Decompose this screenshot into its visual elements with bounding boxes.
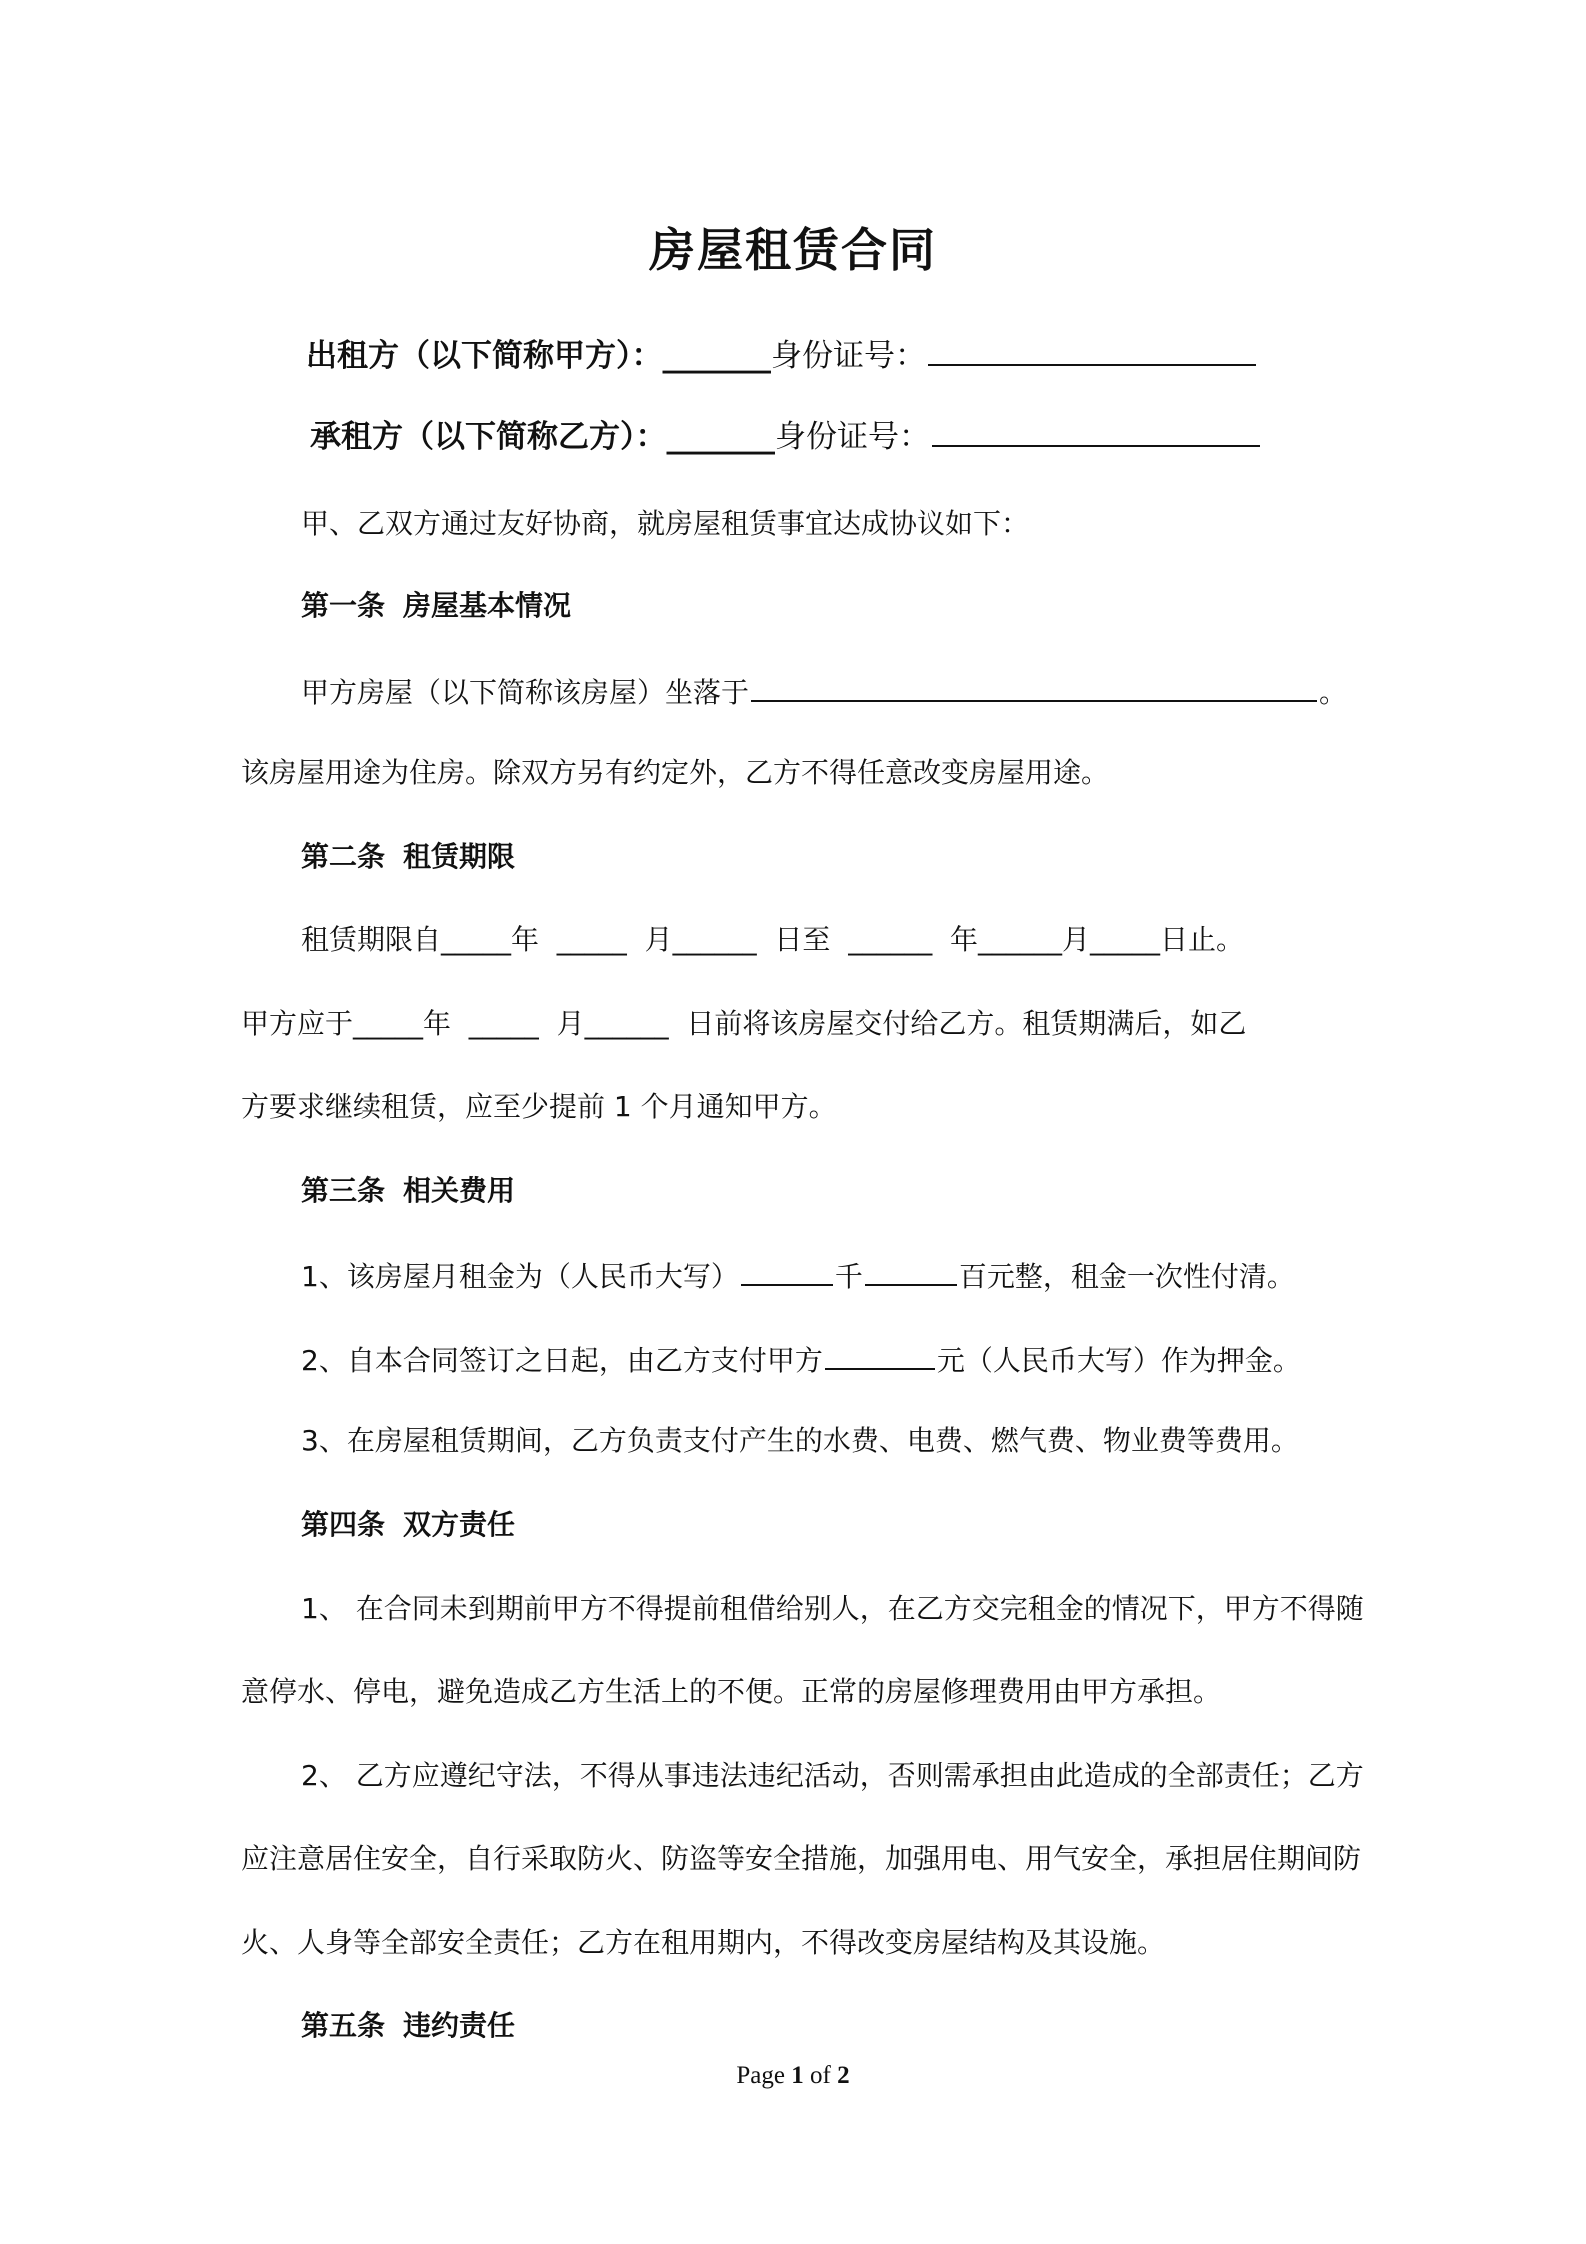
rent-thousands-unit: 千: [834, 1260, 863, 1293]
article-3-item-2: [241, 1338, 1413, 1381]
article-3-number: 第三条: [301, 1174, 386, 1207]
article-2-line-1: 租赁期限自_____年 _____ 月______ 日至 ______ 年______月_____日止。: [301, 923, 1245, 956]
article-5-number: 第五条: [301, 2009, 386, 2042]
deposit-blank: [825, 1338, 935, 1370]
footer-total-pages: 2: [837, 2062, 850, 2089]
footer-page-word: Page: [736, 2062, 786, 2089]
article-1-usage-line: 该房屋用途为住房。除双方另有约定外，乙方不得任意改变房屋用途。: [241, 756, 1110, 789]
article-4-p1-line-1: 1、 在合同未到期前甲方不得提前租借给别人，在乙方交完租金的情况下，甲方不得随: [301, 1592, 1364, 1625]
article-2-line-2: 甲方应于_____年 _____ 月______ 日前将该房屋交付给乙方。租赁期满后，如乙: [241, 1007, 1247, 1040]
article-1-heading: [241, 586, 1413, 626]
deposit-tail: 元（人民币大写）作为押金。: [936, 1344, 1301, 1377]
article-1-number: 第一条: [301, 589, 386, 622]
rent-tail: 百元整，租金一次性付清。: [958, 1260, 1295, 1293]
article-4-title: 双方责任: [403, 1508, 516, 1541]
location-label: 甲方房屋（以下简称该房屋）坐落于: [301, 676, 750, 709]
article-1-title: 房屋基本情况: [403, 589, 572, 622]
article-4-p1-line-2: 意停水、停电，避免造成乙方生活上的不便。正常的房屋修理费用由甲方承担。: [241, 1675, 1222, 1708]
article-2-title: 租赁期限: [403, 840, 516, 873]
article-3-title: 相关费用: [403, 1174, 516, 1207]
intro-paragraph: 甲、乙双方通过友好协商，就房屋租赁事宜达成协议如下：: [301, 507, 1030, 540]
lessor-label: 出租方（以下简称甲方）：_______: [306, 338, 771, 374]
rent-label: 1、该房屋月租金为（人民币大写）: [301, 1260, 739, 1293]
deposit-label: 2、自本合同签订之日起，由乙方支付甲方: [301, 1344, 823, 1377]
lessor-id-blank: [928, 334, 1256, 366]
article-2-number: 第二条: [301, 840, 386, 873]
rent-thousands-blank: [741, 1254, 833, 1286]
document-title: 房屋租赁合同: [649, 223, 937, 277]
lessor-line: [306, 334, 1418, 376]
footer-current-page: 1: [791, 2062, 804, 2089]
lessee-id-blank: [932, 415, 1260, 447]
footer-of-word: of: [810, 2062, 831, 2089]
article-4-p2-line-2: 应注意居住安全，自行采取防火、防盗等安全措施，加强用电、用气安全，承担居住期间防: [241, 1842, 1362, 1875]
lessee-label: 承租方（以下简称乙方）：_______: [310, 419, 775, 455]
article-4-p2-line-3: 火、人身等全部安全责任；乙方在租用期内，不得改变房屋结构及其设施。: [241, 1926, 1166, 1959]
location-blank: [751, 670, 1317, 702]
page-footer: [0, 2062, 1586, 2090]
article-3-item-1: [241, 1254, 1413, 1297]
article-2-heading: [241, 837, 1413, 877]
article-1-location-line: [241, 670, 1413, 713]
article-3-heading: [241, 1171, 1413, 1211]
article-4-heading: [241, 1505, 1413, 1545]
article-5-heading: [241, 2006, 1413, 2046]
article-4-p2-line-1: 2、 乙方应遵纪守法，不得从事违法违纪活动，否则需承担由此造成的全部责任；乙方: [301, 1759, 1364, 1792]
lessee-id-label: 身份证号：: [775, 419, 930, 455]
article-3-item-3: 3、在房屋租赁期间，乙方负责支付产生的水费、电费、燃气费、物业费等费用。: [301, 1424, 1299, 1457]
article-5-title: 违约责任: [403, 2009, 516, 2042]
location-period: 。: [1319, 676, 1348, 709]
article-2-line-3: 方要求继续租赁，应至少提前 1 个月通知甲方。: [241, 1090, 837, 1123]
rent-hundreds-blank: [865, 1254, 957, 1286]
article-4-number: 第四条: [301, 1508, 386, 1541]
lessor-id-label: 身份证号：: [771, 338, 926, 374]
lessee-line: [310, 415, 1422, 457]
